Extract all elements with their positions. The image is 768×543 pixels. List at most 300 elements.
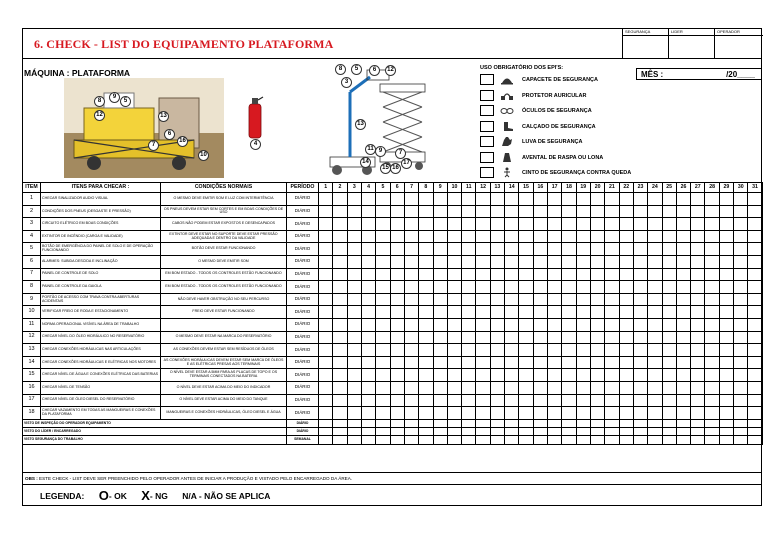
day-cell[interactable] [376, 293, 390, 306]
day-cell[interactable] [662, 344, 676, 357]
day-cell[interactable] [376, 205, 390, 218]
day-cell[interactable] [476, 255, 490, 268]
day-cell[interactable] [490, 436, 504, 444]
day-cell[interactable] [562, 369, 576, 382]
day-cell[interactable] [347, 331, 361, 344]
day-cell[interactable] [705, 281, 719, 294]
day-cell[interactable] [519, 193, 533, 206]
day-cell[interactable] [319, 428, 333, 436]
day-cell[interactable] [433, 436, 447, 444]
day-cell[interactable] [576, 205, 590, 218]
day-cell[interactable] [361, 193, 375, 206]
day-cell[interactable] [476, 428, 490, 436]
day-cell[interactable] [447, 193, 461, 206]
day-cell[interactable] [376, 268, 390, 281]
day-cell[interactable] [676, 218, 690, 231]
day-cell[interactable] [748, 436, 762, 444]
day-cell[interactable] [404, 344, 418, 357]
day-cell[interactable] [562, 407, 576, 420]
day-cell[interactable] [576, 306, 590, 319]
day-cell[interactable] [519, 394, 533, 407]
day-cell[interactable] [605, 331, 619, 344]
day-cell[interactable] [705, 268, 719, 281]
day-cell[interactable] [347, 293, 361, 306]
day-cell[interactable] [562, 436, 576, 444]
day-cell[interactable] [433, 419, 447, 427]
day-cell[interactable] [748, 281, 762, 294]
day-cell[interactable] [562, 356, 576, 369]
day-cell[interactable] [404, 419, 418, 427]
day-cell[interactable] [361, 428, 375, 436]
day-cell[interactable] [505, 407, 519, 420]
day-cell[interactable] [676, 193, 690, 206]
day-cell[interactable] [619, 306, 633, 319]
day-cell[interactable] [519, 218, 533, 231]
day-cell[interactable] [333, 243, 347, 256]
day-cell[interactable] [361, 331, 375, 344]
day-cell[interactable] [419, 193, 433, 206]
day-cell[interactable] [633, 243, 647, 256]
day-cell[interactable] [476, 293, 490, 306]
day-cell[interactable] [648, 419, 662, 427]
day-cell[interactable] [462, 428, 476, 436]
day-cell[interactable] [462, 356, 476, 369]
day-cell[interactable] [705, 306, 719, 319]
day-cell[interactable] [705, 394, 719, 407]
day-cell[interactable] [590, 230, 604, 243]
epi-checkbox[interactable] [480, 167, 494, 178]
day-cell[interactable] [347, 281, 361, 294]
day-cell[interactable] [562, 293, 576, 306]
day-cell[interactable] [705, 419, 719, 427]
day-cell[interactable] [562, 281, 576, 294]
day-cell[interactable] [548, 193, 562, 206]
day-cell[interactable] [691, 218, 705, 231]
day-cell[interactable] [404, 356, 418, 369]
day-cell[interactable] [433, 344, 447, 357]
day-cell[interactable] [748, 193, 762, 206]
day-cell[interactable] [734, 428, 748, 436]
day-cell[interactable] [333, 293, 347, 306]
day-cell[interactable] [648, 230, 662, 243]
day-cell[interactable] [319, 369, 333, 382]
day-cell[interactable] [390, 369, 404, 382]
day-cell[interactable] [361, 369, 375, 382]
day-cell[interactable] [676, 268, 690, 281]
day-cell[interactable] [361, 419, 375, 427]
day-cell[interactable] [419, 306, 433, 319]
day-cell[interactable] [361, 394, 375, 407]
day-cell[interactable] [548, 268, 562, 281]
day-cell[interactable] [447, 428, 461, 436]
day-cell[interactable] [619, 436, 633, 444]
day-cell[interactable] [719, 419, 733, 427]
day-cell[interactable] [333, 331, 347, 344]
day-cell[interactable] [734, 255, 748, 268]
day-cell[interactable] [319, 344, 333, 357]
day-cell[interactable] [433, 268, 447, 281]
day-cell[interactable] [719, 394, 733, 407]
day-cell[interactable] [519, 281, 533, 294]
day-cell[interactable] [562, 243, 576, 256]
day-cell[interactable] [533, 419, 547, 427]
day-cell[interactable] [490, 281, 504, 294]
day-cell[interactable] [476, 306, 490, 319]
day-cell[interactable] [347, 436, 361, 444]
day-cell[interactable] [361, 306, 375, 319]
day-cell[interactable] [462, 381, 476, 394]
day-cell[interactable] [548, 344, 562, 357]
day-cell[interactable] [347, 255, 361, 268]
day-cell[interactable] [447, 419, 461, 427]
day-cell[interactable] [734, 419, 748, 427]
day-cell[interactable] [605, 419, 619, 427]
day-cell[interactable] [462, 369, 476, 382]
day-cell[interactable] [576, 281, 590, 294]
day-cell[interactable] [333, 394, 347, 407]
day-cell[interactable] [505, 344, 519, 357]
day-cell[interactable] [476, 205, 490, 218]
day-cell[interactable] [490, 293, 504, 306]
day-cell[interactable] [734, 230, 748, 243]
day-cell[interactable] [333, 193, 347, 206]
day-cell[interactable] [390, 356, 404, 369]
day-cell[interactable] [734, 243, 748, 256]
day-cell[interactable] [462, 407, 476, 420]
day-cell[interactable] [705, 293, 719, 306]
day-cell[interactable] [648, 193, 662, 206]
day-cell[interactable] [576, 268, 590, 281]
day-cell[interactable] [562, 205, 576, 218]
day-cell[interactable] [605, 344, 619, 357]
day-cell[interactable] [390, 243, 404, 256]
day-cell[interactable] [633, 268, 647, 281]
day-cell[interactable] [519, 344, 533, 357]
day-cell[interactable] [390, 205, 404, 218]
day-cell[interactable] [562, 331, 576, 344]
day-cell[interactable] [719, 243, 733, 256]
day-cell[interactable] [433, 230, 447, 243]
day-cell[interactable] [562, 381, 576, 394]
day-cell[interactable] [719, 193, 733, 206]
day-cell[interactable] [705, 218, 719, 231]
day-cell[interactable] [548, 281, 562, 294]
day-cell[interactable] [605, 369, 619, 382]
day-cell[interactable] [419, 436, 433, 444]
day-cell[interactable] [662, 381, 676, 394]
day-cell[interactable] [490, 255, 504, 268]
day-cell[interactable] [476, 243, 490, 256]
day-cell[interactable] [576, 428, 590, 436]
day-cell[interactable] [648, 318, 662, 331]
day-cell[interactable] [590, 281, 604, 294]
epi-checkbox[interactable] [480, 74, 494, 85]
day-cell[interactable] [691, 268, 705, 281]
day-cell[interactable] [705, 255, 719, 268]
day-cell[interactable] [633, 344, 647, 357]
day-cell[interactable] [648, 407, 662, 420]
day-cell[interactable] [347, 306, 361, 319]
day-cell[interactable] [490, 268, 504, 281]
day-cell[interactable] [748, 218, 762, 231]
day-cell[interactable] [676, 255, 690, 268]
day-cell[interactable] [319, 281, 333, 294]
day-cell[interactable] [361, 255, 375, 268]
day-cell[interactable] [433, 255, 447, 268]
day-cell[interactable] [748, 331, 762, 344]
day-cell[interactable] [676, 281, 690, 294]
day-cell[interactable] [748, 255, 762, 268]
day-cell[interactable] [390, 419, 404, 427]
day-cell[interactable] [719, 318, 733, 331]
day-cell[interactable] [390, 394, 404, 407]
day-cell[interactable] [476, 331, 490, 344]
day-cell[interactable] [390, 230, 404, 243]
day-cell[interactable] [633, 407, 647, 420]
day-cell[interactable] [390, 306, 404, 319]
day-cell[interactable] [705, 381, 719, 394]
day-cell[interactable] [562, 193, 576, 206]
day-cell[interactable] [490, 381, 504, 394]
day-cell[interactable] [490, 230, 504, 243]
day-cell[interactable] [505, 218, 519, 231]
day-cell[interactable] [734, 306, 748, 319]
day-cell[interactable] [619, 394, 633, 407]
day-cell[interactable] [519, 331, 533, 344]
day-cell[interactable] [590, 407, 604, 420]
day-cell[interactable] [648, 255, 662, 268]
day-cell[interactable] [505, 255, 519, 268]
day-cell[interactable] [505, 394, 519, 407]
day-cell[interactable] [548, 331, 562, 344]
day-cell[interactable] [648, 428, 662, 436]
day-cell[interactable] [433, 407, 447, 420]
day-cell[interactable] [361, 218, 375, 231]
day-cell[interactable] [676, 230, 690, 243]
day-cell[interactable] [447, 436, 461, 444]
day-cell[interactable] [662, 436, 676, 444]
day-cell[interactable] [376, 394, 390, 407]
day-cell[interactable] [490, 306, 504, 319]
day-cell[interactable] [533, 331, 547, 344]
day-cell[interactable] [633, 381, 647, 394]
day-cell[interactable] [719, 230, 733, 243]
day-cell[interactable] [548, 394, 562, 407]
day-cell[interactable] [619, 344, 633, 357]
day-cell[interactable] [404, 428, 418, 436]
day-cell[interactable] [476, 356, 490, 369]
day-cell[interactable] [519, 428, 533, 436]
day-cell[interactable] [619, 243, 633, 256]
day-cell[interactable] [533, 218, 547, 231]
day-cell[interactable] [590, 331, 604, 344]
day-cell[interactable] [404, 331, 418, 344]
day-cell[interactable] [719, 369, 733, 382]
day-cell[interactable] [390, 193, 404, 206]
day-cell[interactable] [319, 193, 333, 206]
day-cell[interactable] [404, 306, 418, 319]
day-cell[interactable] [576, 218, 590, 231]
day-cell[interactable] [619, 193, 633, 206]
day-cell[interactable] [576, 318, 590, 331]
day-cell[interactable] [419, 230, 433, 243]
day-cell[interactable] [676, 436, 690, 444]
day-cell[interactable] [519, 381, 533, 394]
day-cell[interactable] [576, 344, 590, 357]
day-cell[interactable] [333, 369, 347, 382]
day-cell[interactable] [605, 268, 619, 281]
day-cell[interactable] [676, 318, 690, 331]
epi-checkbox[interactable] [480, 136, 494, 147]
day-cell[interactable] [548, 318, 562, 331]
day-cell[interactable] [376, 407, 390, 420]
day-cell[interactable] [519, 306, 533, 319]
day-cell[interactable] [676, 419, 690, 427]
day-cell[interactable] [533, 381, 547, 394]
day-cell[interactable] [691, 369, 705, 382]
day-cell[interactable] [433, 218, 447, 231]
day-cell[interactable] [576, 255, 590, 268]
day-cell[interactable] [648, 243, 662, 256]
day-cell[interactable] [705, 428, 719, 436]
day-cell[interactable] [462, 193, 476, 206]
day-cell[interactable] [390, 268, 404, 281]
day-cell[interactable] [433, 193, 447, 206]
day-cell[interactable] [562, 394, 576, 407]
day-cell[interactable] [705, 369, 719, 382]
day-cell[interactable] [619, 281, 633, 294]
day-cell[interactable] [505, 436, 519, 444]
day-cell[interactable] [361, 436, 375, 444]
day-cell[interactable] [648, 281, 662, 294]
day-cell[interactable] [619, 356, 633, 369]
day-cell[interactable] [490, 243, 504, 256]
day-cell[interactable] [605, 255, 619, 268]
day-cell[interactable] [533, 344, 547, 357]
day-cell[interactable] [519, 318, 533, 331]
epi-checkbox[interactable] [480, 105, 494, 116]
day-cell[interactable] [691, 356, 705, 369]
day-cell[interactable] [433, 281, 447, 294]
day-cell[interactable] [519, 243, 533, 256]
day-cell[interactable] [734, 356, 748, 369]
day-cell[interactable] [476, 230, 490, 243]
day-cell[interactable] [433, 428, 447, 436]
day-cell[interactable] [505, 428, 519, 436]
day-cell[interactable] [633, 356, 647, 369]
day-cell[interactable] [705, 193, 719, 206]
day-cell[interactable] [462, 205, 476, 218]
day-cell[interactable] [605, 193, 619, 206]
day-cell[interactable] [447, 381, 461, 394]
day-cell[interactable] [691, 293, 705, 306]
day-cell[interactable] [347, 218, 361, 231]
day-cell[interactable] [605, 407, 619, 420]
day-cell[interactable] [691, 381, 705, 394]
day-cell[interactable] [633, 193, 647, 206]
day-cell[interactable] [519, 407, 533, 420]
day-cell[interactable] [562, 306, 576, 319]
day-cell[interactable] [605, 281, 619, 294]
day-cell[interactable] [490, 205, 504, 218]
day-cell[interactable] [548, 205, 562, 218]
day-cell[interactable] [476, 281, 490, 294]
day-cell[interactable] [691, 344, 705, 357]
day-cell[interactable] [691, 281, 705, 294]
day-cell[interactable] [548, 306, 562, 319]
day-cell[interactable] [705, 230, 719, 243]
day-cell[interactable] [390, 218, 404, 231]
day-cell[interactable] [676, 344, 690, 357]
day-cell[interactable] [633, 419, 647, 427]
day-cell[interactable] [548, 381, 562, 394]
day-cell[interactable] [734, 394, 748, 407]
day-cell[interactable] [505, 306, 519, 319]
day-cell[interactable] [605, 356, 619, 369]
day-cell[interactable] [404, 281, 418, 294]
day-cell[interactable] [505, 243, 519, 256]
day-cell[interactable] [419, 407, 433, 420]
day-cell[interactable] [390, 428, 404, 436]
day-cell[interactable] [419, 331, 433, 344]
day-cell[interactable] [662, 318, 676, 331]
day-cell[interactable] [376, 306, 390, 319]
day-cell[interactable] [319, 331, 333, 344]
day-cell[interactable] [562, 419, 576, 427]
day-cell[interactable] [390, 331, 404, 344]
day-cell[interactable] [648, 344, 662, 357]
day-cell[interactable] [590, 218, 604, 231]
day-cell[interactable] [548, 407, 562, 420]
day-cell[interactable] [361, 344, 375, 357]
day-cell[interactable] [748, 293, 762, 306]
day-cell[interactable] [576, 243, 590, 256]
day-cell[interactable] [347, 268, 361, 281]
day-cell[interactable] [662, 356, 676, 369]
day-cell[interactable] [376, 331, 390, 344]
day-cell[interactable] [361, 205, 375, 218]
day-cell[interactable] [590, 318, 604, 331]
day-cell[interactable] [433, 243, 447, 256]
day-cell[interactable] [562, 428, 576, 436]
day-cell[interactable] [333, 344, 347, 357]
day-cell[interactable] [648, 205, 662, 218]
day-cell[interactable] [490, 428, 504, 436]
day-cell[interactable] [319, 230, 333, 243]
day-cell[interactable] [719, 331, 733, 344]
day-cell[interactable] [533, 293, 547, 306]
day-cell[interactable] [404, 230, 418, 243]
day-cell[interactable] [734, 193, 748, 206]
day-cell[interactable] [505, 369, 519, 382]
day-cell[interactable] [748, 318, 762, 331]
day-cell[interactable] [590, 293, 604, 306]
day-cell[interactable] [519, 293, 533, 306]
day-cell[interactable] [662, 255, 676, 268]
day-cell[interactable] [734, 281, 748, 294]
day-cell[interactable] [533, 318, 547, 331]
day-cell[interactable] [361, 356, 375, 369]
day-cell[interactable] [404, 436, 418, 444]
day-cell[interactable] [533, 407, 547, 420]
day-cell[interactable] [705, 331, 719, 344]
day-cell[interactable] [548, 230, 562, 243]
day-cell[interactable] [476, 394, 490, 407]
day-cell[interactable] [662, 268, 676, 281]
day-cell[interactable] [319, 356, 333, 369]
day-cell[interactable] [619, 218, 633, 231]
day-cell[interactable] [361, 281, 375, 294]
